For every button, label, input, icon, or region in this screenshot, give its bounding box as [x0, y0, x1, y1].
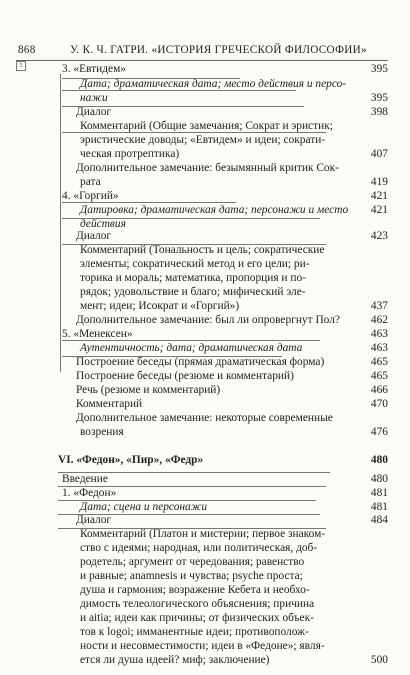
- markup-rule: [58, 528, 326, 529]
- toc-entry-text: Введение: [62, 473, 108, 485]
- toc-page-number: 395: [370, 63, 388, 75]
- toc-page-number: 481: [370, 487, 388, 499]
- toc-page-number: 480: [370, 454, 388, 466]
- toc-entry-text: 3. «Евтидем»: [62, 63, 126, 75]
- toc-page-number: 407: [370, 148, 388, 160]
- markup-rule: [62, 132, 326, 133]
- toc-page-number: 500: [370, 654, 388, 666]
- toc-entry-text: Дата; драматическая дата; место действия и персо-: [80, 78, 347, 90]
- toc-page-number: 437: [370, 300, 388, 312]
- toc-page-number: 465: [370, 356, 388, 368]
- markup-rule: [62, 202, 236, 203]
- toc-page-number: 484: [370, 514, 388, 526]
- running-title: У. К. Ч. ГАТРИ. «ИСТОРИЯ ГРЕЧЕСКОЙ ФИЛОСОФИИ»: [70, 44, 367, 56]
- toc-entry-text: ство с идеями; народная, или политическая, доб-: [80, 542, 318, 554]
- toc-page-number: 476: [370, 426, 388, 438]
- toc-entry-text: элементы; сократический метод и его цели; ри-: [80, 258, 310, 270]
- toc-entry-text: Датировка; драматическая дата; персонажи и место: [80, 204, 349, 216]
- toc-page-number: 481: [370, 501, 388, 513]
- toc-page-number: 466: [370, 384, 388, 396]
- toc-entry-text: ческая протрептика): [80, 148, 180, 160]
- toc-entry-text: ности и несовместимости; идеи в «Федоне»; явля-: [80, 640, 325, 652]
- toc-page-number: 421: [370, 190, 388, 202]
- section-heading: VI. «Федон», «Пир», «Федр»: [58, 454, 204, 466]
- markup-rule: [62, 340, 320, 341]
- toc-entry-text: и равные; anamnesis и чувства; psyche проста;: [80, 570, 303, 582]
- page-header: [18, 44, 388, 60]
- toc-page-number: 419: [370, 176, 388, 188]
- toc-entry-text: Диалог: [76, 514, 112, 526]
- toc-entry-text: Диалог: [76, 230, 112, 242]
- toc-entry-text: родетель; аргумент от чередования; равенство: [80, 556, 305, 568]
- toc-page-number: 463: [370, 342, 388, 354]
- toc-entry-text: торика и мораль; математика, пропорция и по-: [80, 272, 306, 284]
- toc-entry-text: Речь (резюме и комментарий): [76, 384, 221, 396]
- toc-entry-text: нажи: [80, 92, 108, 104]
- toc-entry-text: 5. «Менексен»: [62, 328, 133, 340]
- toc-entry-text: Комментарий: [76, 398, 143, 410]
- markup-rule: [62, 90, 296, 91]
- toc-entry-text: мент; идеи; Исократ и «Горгий»): [80, 300, 240, 312]
- corner-mark-icon: 5: [16, 61, 26, 71]
- toc-entry-text: Дополнительное замечание: некоторые современные: [76, 412, 333, 424]
- markup-rule: [58, 486, 326, 487]
- toc-entry-text: Диалог: [76, 106, 112, 118]
- toc-entry-text: Построение беседы (резюме и комментарий): [76, 370, 294, 382]
- toc-page-number: 421: [370, 204, 388, 216]
- toc-entry-text: душа и гармония; возражение Кебета и необхо-: [80, 584, 310, 596]
- markup-rule: [62, 218, 320, 219]
- toc-page-number: 470: [370, 398, 388, 410]
- toc-entry-text: Комментарий (Общие замечания; Сократ и эристик;: [80, 120, 333, 132]
- toc-entry-text: димость телеологического объяснения; причина: [80, 598, 315, 610]
- toc-entry-text: Дополнительное замечание: безымянный критик Сок-: [76, 162, 339, 174]
- toc-page-number: 462: [370, 314, 388, 326]
- toc-entry-text: Комментарий (Тональность и цель; сократические: [80, 244, 325, 256]
- markup-rule: [62, 244, 326, 245]
- markup-rule: [58, 472, 330, 473]
- header-rule: [16, 60, 388, 61]
- toc-entry-text: Аутентичность; дата; драматическая дата: [80, 342, 303, 354]
- page-number: 868: [18, 44, 36, 56]
- markup-rule: [62, 356, 282, 357]
- toc-entry-text: возрения: [80, 426, 124, 438]
- toc-page-number: 398: [370, 106, 388, 118]
- toc-entry-text: ется ли душа идеей? миф; заключение): [80, 654, 270, 666]
- markup-rule: [60, 74, 61, 372]
- toc-entry-text: действия: [80, 218, 126, 230]
- toc-page-number: 480: [370, 473, 388, 485]
- toc-entry-text: рядок; удовольствие и благо; мифический элe-: [80, 286, 306, 298]
- toc-entry-text: тов к logoi; имманентные идеи; противополож-: [80, 626, 309, 638]
- toc-page-number: 395: [370, 92, 388, 104]
- toc-entry-text: эристические доводы; «Евтидем» и идеи; сократи-: [80, 134, 326, 146]
- toc-page-number: 463: [370, 328, 388, 340]
- toc-entry-text: 1. «Федон»: [62, 487, 117, 499]
- toc-entry-text: рата: [80, 176, 101, 188]
- toc-page-number: 423: [370, 230, 388, 242]
- markup-rule: [62, 106, 304, 107]
- markup-rule: [58, 500, 316, 501]
- toc-page-number: 465: [370, 370, 388, 382]
- markup-rule: [58, 514, 320, 515]
- toc-entry-text: Комментарий (Платон и мистерии; первое знаком-: [80, 528, 326, 540]
- toc-entry-text: и aitia; идеи как причины; от физических объек-: [80, 612, 314, 624]
- toc-entry-text: Дата; сцена и персонажи: [80, 501, 208, 513]
- toc-entry-text: Построение беседы (прямая драматическая форма): [76, 356, 325, 368]
- toc-entry-text: 4. «Горгий»: [62, 190, 119, 202]
- markup-rule: [62, 78, 240, 79]
- toc-entry-text: Дополнительное замечание: был ли опровергнут Пол?: [76, 314, 340, 326]
